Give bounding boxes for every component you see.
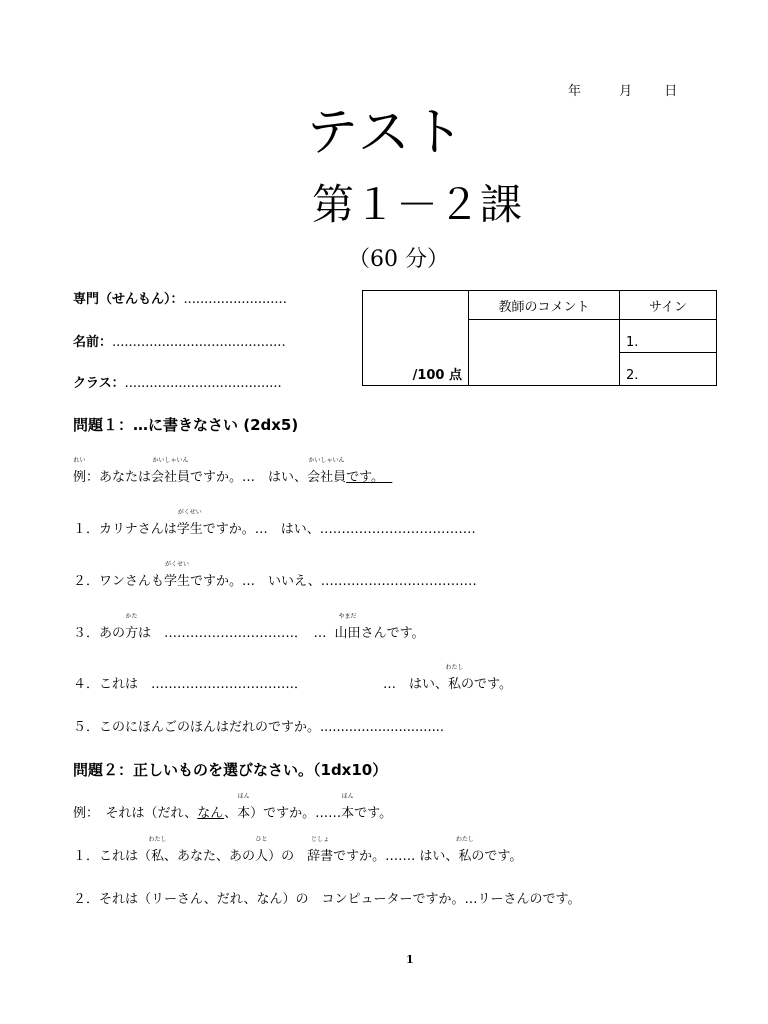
kanji-word: 方 (125, 626, 139, 641)
kanji-word: 私 (458, 849, 472, 864)
question-text: ）の (268, 849, 308, 864)
section1-question-4 (73, 664, 513, 692)
name-label: 名前： (73, 335, 113, 350)
ruby-word (73, 457, 87, 485)
kanji-word: 会社員 (151, 470, 191, 485)
example-text: ）ですか。…… (250, 806, 342, 821)
page-number: 1 (406, 953, 414, 966)
question-text: のです。 (461, 677, 513, 692)
sign-row-2: 2. (620, 353, 717, 386)
class-dots: ...................................... (124, 376, 282, 391)
question-text: ですか。… はい、……………………………… (202, 522, 476, 537)
question-text: ２．ワンさんも (73, 574, 165, 589)
furigana: がくせい (165, 561, 190, 568)
kanji-word: 学生 (176, 522, 203, 537)
furigana: わたし (148, 836, 167, 843)
question-text: は …………………………． … (138, 626, 327, 641)
furigana: ほん (341, 793, 354, 800)
furigana: やまだ (338, 613, 357, 620)
kanji-word: 学生 (164, 574, 191, 589)
ruby-word (125, 613, 139, 641)
example-label: 例 (73, 470, 87, 485)
example-text: です。 (346, 470, 385, 485)
kanji-word: 山田 (334, 626, 361, 641)
question-text: ですか。……. はい、 (333, 849, 459, 864)
ruby-word (307, 457, 347, 485)
example-answer (307, 457, 392, 485)
lesson-title: 第１－２課 (312, 180, 523, 229)
section1-question-2 (73, 561, 477, 589)
question-text: さんです。 (360, 626, 425, 641)
sign-row-1: 1. (620, 320, 717, 353)
major-label: 専門（せんもん）： (73, 292, 184, 307)
name-field (73, 331, 286, 350)
ruby-word (148, 836, 167, 864)
ruby-word (255, 836, 269, 864)
score-cell (363, 291, 469, 386)
section2-heading: 問題２：正しいものを選びなさい。（1dx10） (73, 761, 388, 779)
example-answer: なん (197, 806, 225, 821)
comment-header: 教師のコメント (469, 291, 620, 320)
question-text: ですか。… いいえ、……………………………… (190, 574, 477, 589)
ruby-word (151, 457, 191, 485)
section1-question-5: ５．このにほんごのほんはだれのですか。.............................. (73, 720, 444, 735)
ruby-word (455, 836, 474, 864)
score-table (362, 290, 717, 386)
class-field (73, 372, 282, 391)
furigana: かいしゃいん (152, 457, 189, 464)
furigana: かいしゃいん (308, 457, 345, 464)
kanji-word: 本 (341, 806, 355, 821)
section1-question-1 (73, 509, 476, 537)
ruby-word (341, 793, 355, 821)
name-dots: .......................................... (112, 335, 286, 350)
section1-heading: 問題１：…に書きなさい (2dx5) (73, 416, 299, 434)
kanji-word: 会社員 (307, 470, 347, 485)
example-text: 例： それは（だれ、 (73, 806, 198, 821)
time-limit: （60 分） (348, 247, 449, 272)
ruby-word (176, 509, 203, 537)
page-title: テスト (306, 103, 466, 163)
ruby-word (164, 561, 191, 589)
furigana: ほん (237, 793, 250, 800)
date-day-label: 日 (664, 84, 678, 99)
furigana: かた (125, 613, 138, 620)
furigana: ひと (255, 836, 268, 843)
date-year-label: 年 (568, 84, 582, 99)
section1-question-3 (73, 613, 425, 641)
furigana: わたし (455, 836, 474, 843)
score-label: /100 点 (412, 368, 462, 383)
example-text: ですか。… はい、 (190, 470, 308, 485)
section2-example (73, 793, 393, 821)
ruby-word (237, 793, 251, 821)
furigana: がくせい (177, 509, 202, 516)
ruby-word (445, 664, 464, 692)
example-text: ：あなたは (86, 470, 152, 485)
section2-question-2: ２．それは（リーさん、だれ、なん）の コンピューターですか。…リーさんのです。 (73, 892, 581, 907)
example-text: です。 (354, 806, 393, 821)
question-text: のです。 (471, 849, 523, 864)
question-text: ４．これは ……………………………． (73, 677, 308, 692)
sign-header: サイン (620, 291, 717, 320)
question-text: 、あなた、あの (164, 849, 256, 864)
kanji-word: 人 (255, 849, 269, 864)
ruby-word (334, 613, 361, 641)
example-text: 、 (224, 806, 238, 821)
section1-example (73, 457, 392, 485)
kanji-word: 辞書 (307, 849, 334, 864)
furigana: じしょ (311, 836, 330, 843)
kanji-word: 本 (237, 806, 251, 821)
furigana: れい (73, 457, 86, 464)
ruby-word (307, 836, 334, 864)
date-month-label: 月 (619, 84, 633, 99)
major-dots: ......................... (183, 292, 287, 307)
class-label: クラス： (73, 376, 125, 391)
kanji-word: 私 (151, 849, 165, 864)
kanji-word: 私 (448, 677, 462, 692)
date-line (568, 80, 677, 99)
question-text: １．カリナさんは (73, 522, 177, 537)
comment-cell (469, 320, 620, 386)
question-text: １．これは（ (73, 849, 152, 864)
question-text: … はい、 (383, 677, 449, 692)
furigana: わたし (445, 664, 464, 671)
major-field (73, 288, 287, 307)
question-text: ３．あの (73, 626, 126, 641)
section2-question-1 (73, 836, 523, 864)
